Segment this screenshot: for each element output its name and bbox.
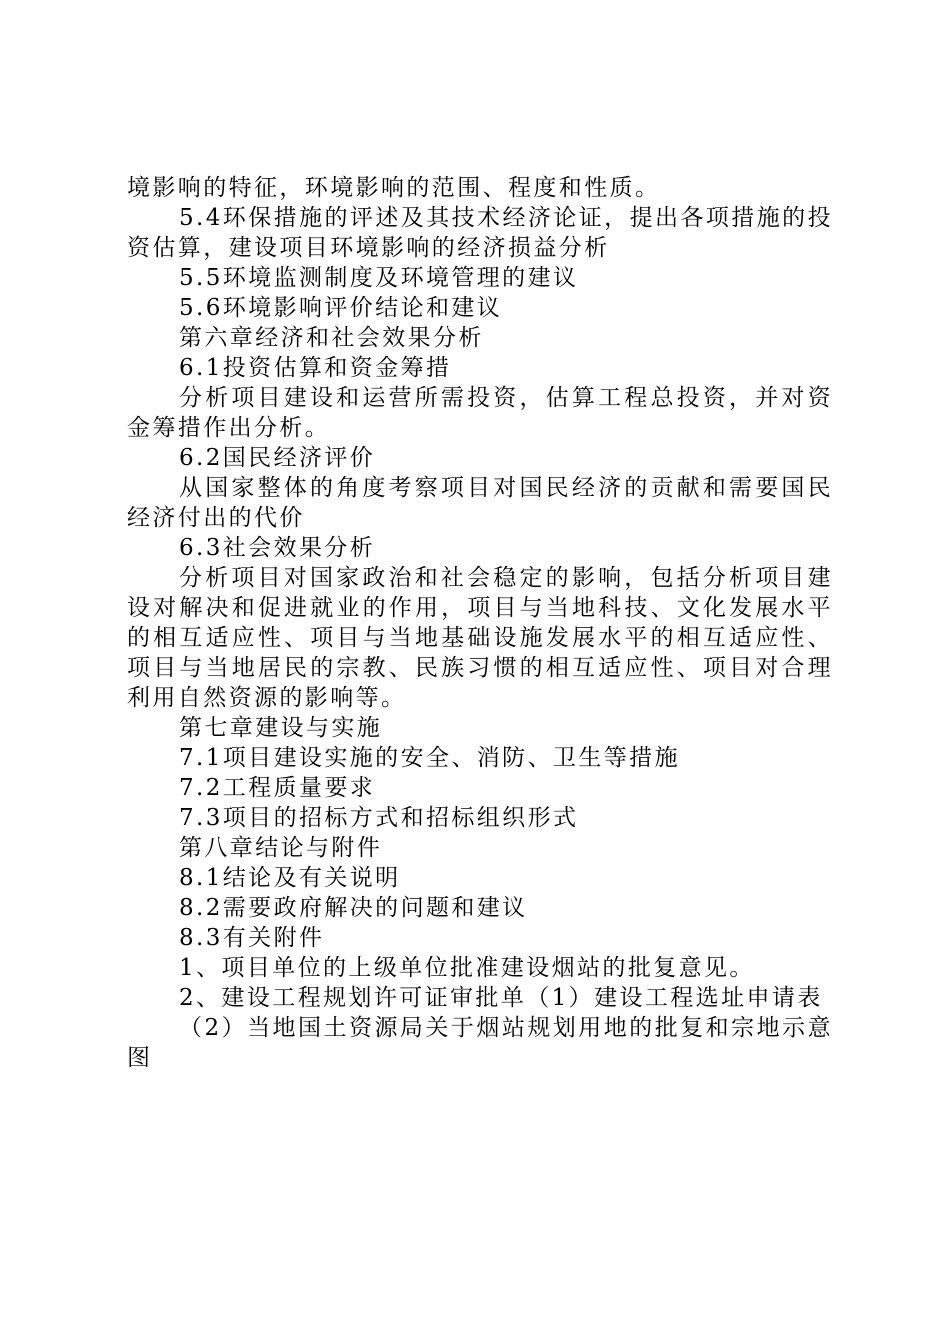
section-heading-5-6: 5.6环境影响评价结论和建议 bbox=[179, 295, 503, 321]
document-body bbox=[127, 173, 833, 1073]
chapter-heading-6: 第六章经济和社会效果分析 bbox=[179, 325, 484, 351]
paragraph: 境影响的特征，环境影响的范围、程度和性质。 bbox=[127, 175, 661, 201]
section-heading-6-1: 6.1投资估算和资金筹措 bbox=[179, 355, 452, 381]
paragraph: 分析项目对国家政治和社会稳定的影响，包括分析项目建设对解决和促进就业的作用，项目与当地科技、文化发展水平的相互适应性、项目与当地基础设施发展水平的相互适应性、项目与当地居民的宗教、民族习惯的相互适应性、项目对合理利用自然资源的影响等。 bbox=[127, 565, 833, 711]
section-heading-8-1: 8.1结论及有关说明 bbox=[179, 865, 401, 891]
section-heading-8-3: 8.3有关附件 bbox=[179, 925, 325, 951]
section-heading-6-2: 6.2国民经济评价 bbox=[179, 445, 376, 471]
list-item: 1、项目单位的上级单位批准建设烟站的批复意见。 bbox=[179, 955, 755, 981]
paragraph: 分析项目建设和运营所需投资，估算工程总投资，并对资金筹措作出分析。 bbox=[127, 385, 833, 441]
paragraph: 从国家整体的角度考察项目对国民经济的贡献和需要国民经济付出的代价 bbox=[127, 475, 833, 531]
chapter-heading-7: 第七章建设与实施 bbox=[179, 715, 383, 741]
section-heading-5-5: 5.5环境监测制度及环境管理的建议 bbox=[179, 265, 579, 291]
section-heading-6-3: 6.3社会效果分析 bbox=[179, 535, 376, 561]
section-heading-7-1: 7.1项目建设实施的安全、消防、卫生等措施 bbox=[179, 745, 680, 771]
section-heading-7-2: 7.2工程质量要求 bbox=[179, 775, 376, 801]
section-heading-8-2: 8.2需要政府解决的问题和建议 bbox=[179, 895, 528, 921]
chapter-heading-8: 第八章结论与附件 bbox=[179, 835, 383, 861]
list-item: （2）当地国土资源局关于烟站规划用地的批复和宗地示意图 bbox=[127, 1015, 833, 1071]
section-heading-7-3: 7.3项目的招标方式和招标组织形式 bbox=[179, 805, 579, 831]
section-heading-5-4: 5.4环保措施的评述及其技术经济论证，提出各项措施的投资估算，建设项目环境影响的经济损益分析 bbox=[127, 205, 833, 261]
list-item: 2、建设工程规划许可证审批单（1）建设工程选址申请表 bbox=[179, 985, 823, 1011]
